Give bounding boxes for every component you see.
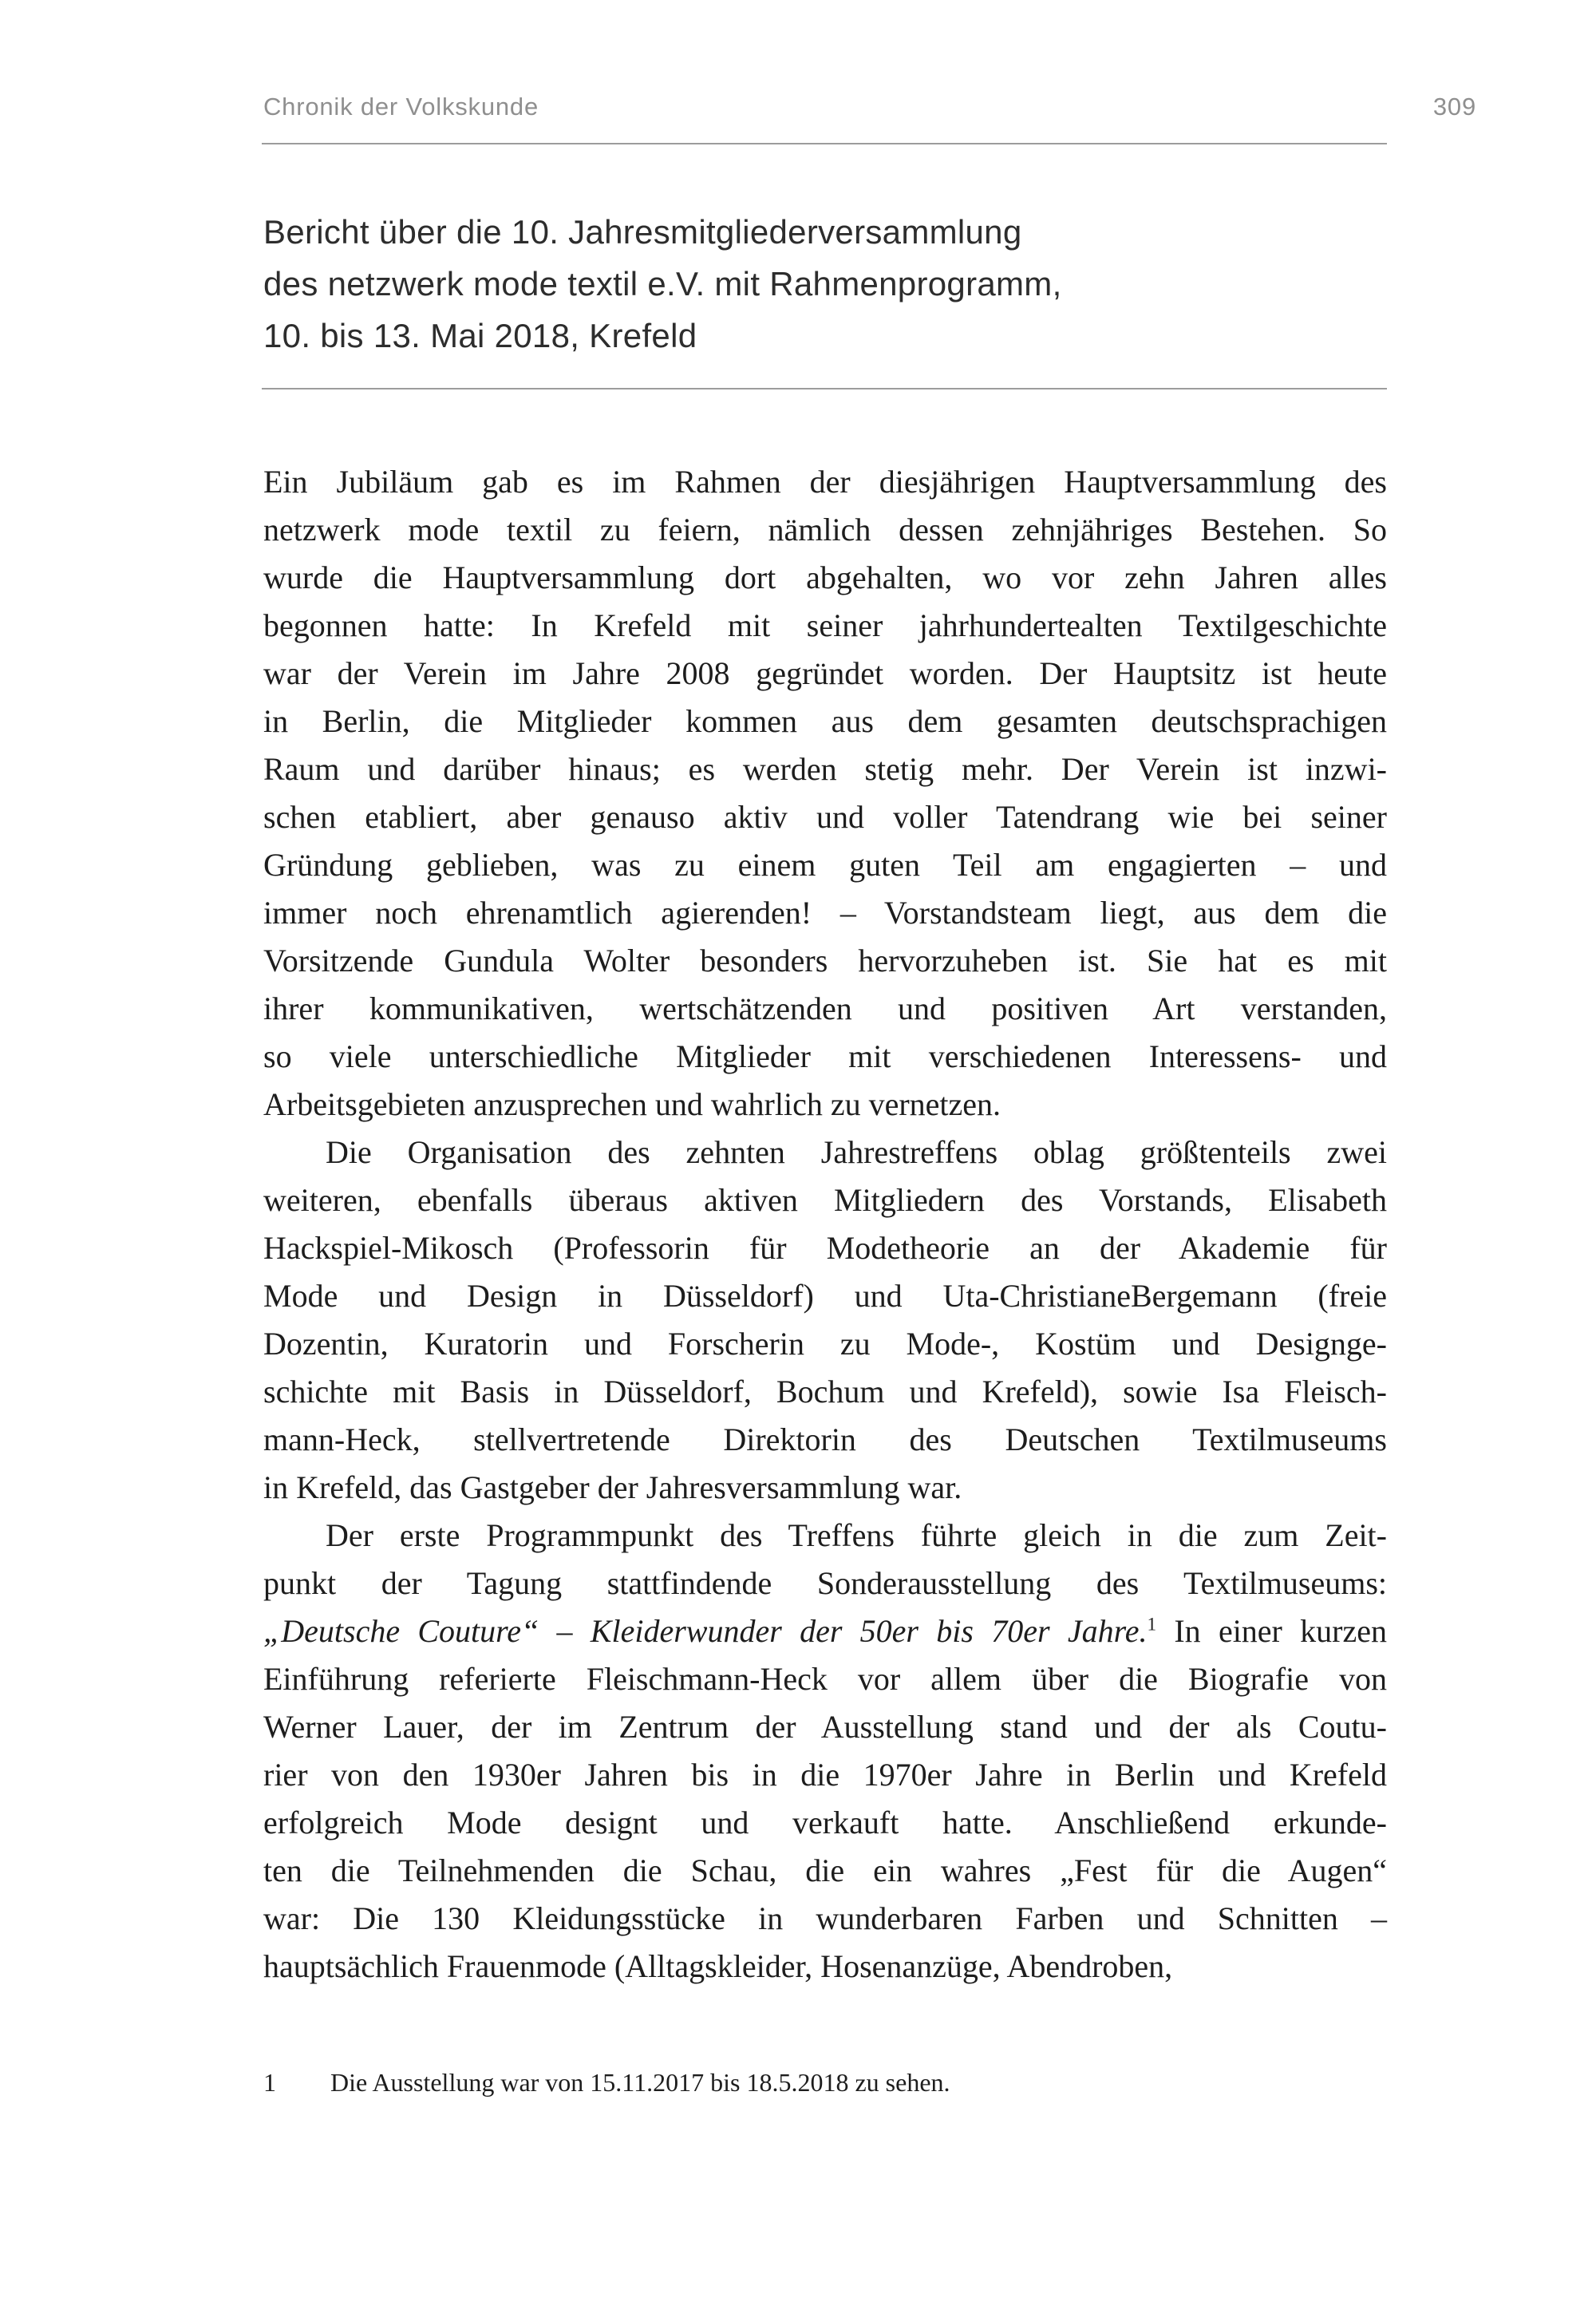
- paragraph: [263, 458, 1387, 1129]
- title-rule: [262, 388, 1387, 389]
- running-header: [263, 93, 1476, 121]
- body-line: begonnen hatte: In Krefeld mit seiner jahrhundertealten Textilgeschichte: [263, 607, 1387, 643]
- body-line: war der Verein im Jahre 2008 gegründet worden. Der Hauptsitz ist heute: [263, 655, 1387, 691]
- body-line: so viele unterschiedliche Mitglieder mit verschiedenen Interessens- und: [263, 1038, 1387, 1074]
- body-line: Der erste Programmpunkt des Treffens führte gleich in die zum Zeit-: [326, 1517, 1387, 1553]
- body-line: schen etabliert, aber genauso aktiv und voller Tatendrang wie bei seiner: [263, 799, 1387, 835]
- header-rule: [262, 143, 1387, 144]
- page-number: 309: [1432, 93, 1476, 121]
- body-line: Dozentin, Kuratorin und Forscherin zu Mode-, Kostüm und Designge-: [263, 1326, 1387, 1362]
- body-line: war: Die 130 Kleidungsstücke in wunderbaren Farben und Schnitten –: [263, 1900, 1387, 1936]
- title-line: Bericht über die 10. Jahresmitgliederversammlung: [263, 213, 1022, 251]
- exhibition-title: „Deutsche Couture“ – Kleiderwunder der 50er bis 70er Jahre.: [263, 1613, 1148, 1649]
- body-line: Einführung referierte Fleischmann-Heck vor allem über die Biografie von: [263, 1661, 1387, 1697]
- body-line: Die Organisation des zehnten Jahrestreffens oblag größtenteils zwei: [326, 1134, 1387, 1170]
- body-line: mann-Heck, stellvertretende Direktorin des Deutschen Textilmuseums: [263, 1421, 1387, 1457]
- body-line: Werner Lauer, der im Zentrum der Ausstellung stand und der als Coutu-: [263, 1709, 1387, 1745]
- body-line: [263, 1607, 1387, 1655]
- body-line: Hackspiel-Mikosch (Professorin für Modetheorie an der Akademie für: [263, 1230, 1387, 1266]
- body-line: in Krefeld, das Gastgeber der Jahresversammlung war.: [263, 1469, 962, 1505]
- body-line: Mode und Design in Düsseldorf) und Uta-ChristianeBergemann (freie: [263, 1278, 1387, 1314]
- footnote-ref: 1: [1147, 1614, 1157, 1635]
- paragraph: [263, 1512, 1387, 1991]
- body-line: ihrer kommunikativen, wertschätzenden und positiven Art verstanden,: [263, 990, 1387, 1026]
- title-line: des netzwerk mode textil e.V. mit Rahmenprogramm,: [263, 265, 1062, 302]
- body-line: wurde die Hauptversammlung dort abgehalten, wo vor zehn Jahren alles: [263, 559, 1387, 595]
- body-line: rier von den 1930er Jahren bis in die 1970er Jahre in Berlin und Krefeld: [263, 1757, 1387, 1793]
- paragraph: [263, 1129, 1387, 1512]
- title-line: 10. bis 13. Mai 2018, Krefeld: [263, 317, 697, 354]
- body-line: netzwerk mode textil zu feiern, nämlich dessen zehnjähriges Bestehen. So: [263, 512, 1387, 548]
- body-line: hauptsächlich Frauenmode (Alltagskleider, Hosenanzüge, Abendroben,: [263, 1948, 1173, 1984]
- body-line: Arbeitsgebieten anzusprechen und wahrlich zu vernetzen.: [263, 1086, 1001, 1122]
- body-line: weiteren, ebenfalls überaus aktiven Mitgliedern des Vorstands, Elisabeth: [263, 1182, 1387, 1218]
- body-line: erfolgreich Mode designt und verkauft hatte. Anschließend erkunde-: [263, 1805, 1387, 1840]
- body-line: Raum und darüber hinaus; es werden stetig mehr. Der Verein ist inzwi-: [263, 751, 1387, 787]
- body-line: in Berlin, die Mitglieder kommen aus dem gesamten deutschsprachigen: [263, 703, 1387, 739]
- footnote-marker: 1: [263, 2068, 276, 2097]
- footnote-text: Die Ausstellung war von 15.11.2017 bis 18.5.2018 zu sehen.: [330, 2068, 950, 2097]
- body-line: ten die Teilnehmenden die Schau, die ein wahres „Fest für die Augen“: [263, 1852, 1387, 1888]
- running-header-title: Chronik der Volkskunde: [263, 93, 539, 121]
- article-body: [263, 458, 1387, 1991]
- footnote: [263, 2066, 1387, 2099]
- body-line: Ein Jubiläum gab es im Rahmen der diesjährigen Hauptversammlung des: [263, 464, 1387, 500]
- body-text-span: In einer kurzen: [1156, 1613, 1387, 1649]
- body-line: Gründung geblieben, was zu einem guten Teil am engagierten – und: [263, 847, 1387, 883]
- body-line: schichte mit Basis in Düsseldorf, Bochum und Krefeld), sowie Isa Fleisch-: [263, 1374, 1387, 1410]
- body-line: Vorsitzende Gundula Wolter besonders hervorzuheben ist. Sie hat es mit: [263, 943, 1387, 979]
- body-line: punkt der Tagung stattfindende Sonderausstellung des Textilmuseums:: [263, 1565, 1387, 1601]
- article-title: [263, 206, 1387, 362]
- body-line: immer noch ehrenamtlich agierenden! – Vorstandsteam liegt, aus dem die: [263, 895, 1387, 931]
